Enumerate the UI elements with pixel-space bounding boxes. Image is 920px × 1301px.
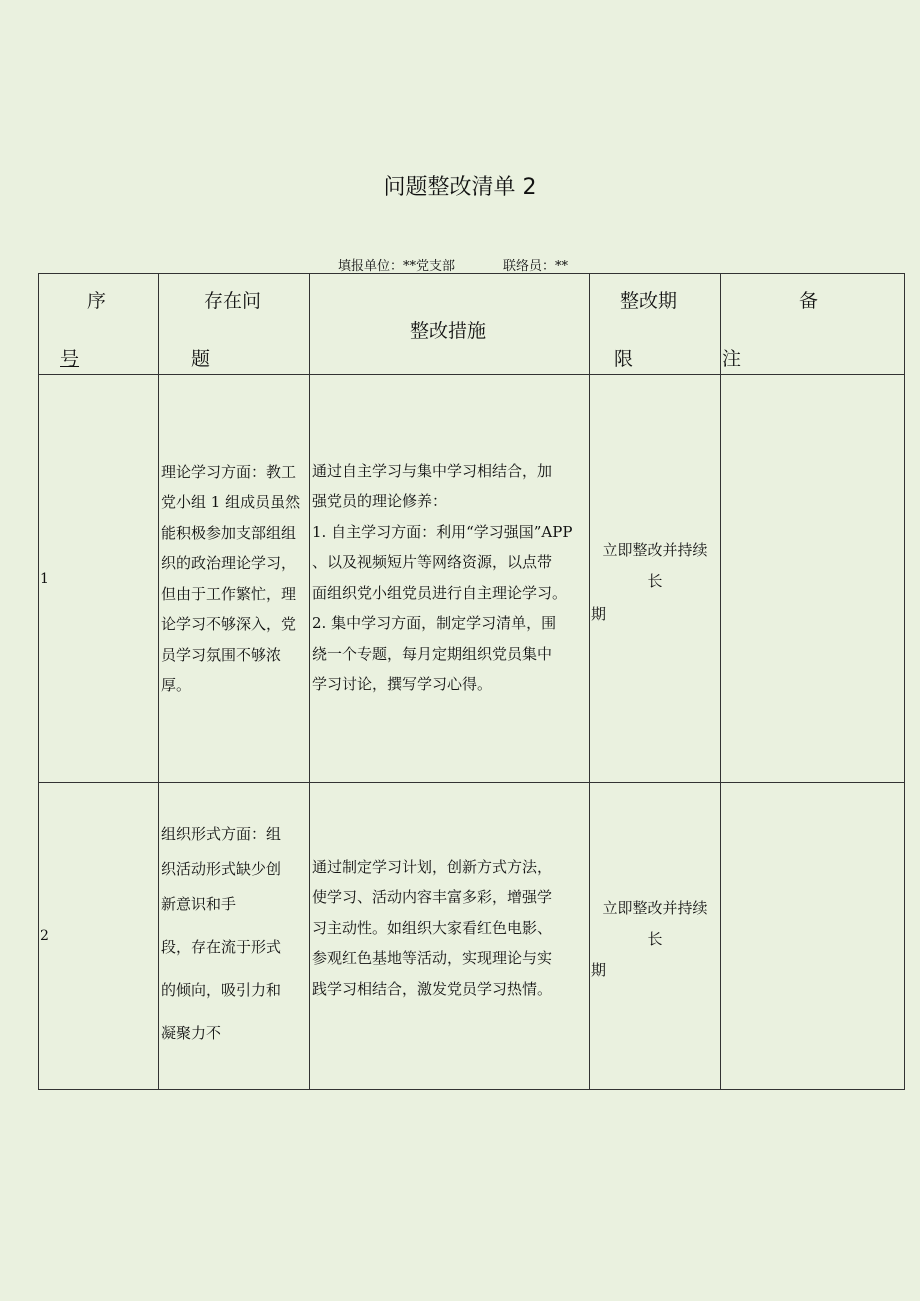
header-remark-line2: 注 (722, 348, 742, 370)
issue-line: 新意识和手 (161, 895, 237, 913)
row-issue (159, 783, 310, 1090)
table-row (39, 783, 905, 1090)
period-line: 立即整改并持续 (602, 541, 708, 559)
measure-line: 习主动性。如组织大家看红色电影、 (312, 918, 553, 937)
row-period (590, 375, 721, 783)
reporting-unit: 填报单位：**党支部 (338, 259, 456, 274)
header-measure-label: 整改措施 (410, 320, 487, 342)
row-measure (310, 783, 590, 1090)
contact-person: 联络员：** (503, 259, 569, 274)
row-measure (310, 375, 590, 783)
header-period-line1: 整改期 (620, 290, 678, 312)
issue-line: 织活动形式缺少创 (161, 860, 282, 878)
measure-line: 1. 自主学习方面：利用“学习强国”APP (312, 522, 573, 541)
measure-line: 学习讨论，撰写学习心得。 (312, 675, 493, 693)
issue-line: 的倾向，吸引力和 (161, 981, 282, 999)
header-measure (310, 274, 590, 375)
row-remark (721, 783, 905, 1090)
header-period-line2: 限 (614, 348, 634, 370)
header-seq-line2: 号 (60, 348, 80, 370)
issue-line: 组织形式方面：组 (161, 825, 282, 843)
measure-line: 践学习相结合，激发党员学习热情。 (312, 979, 553, 998)
row-seq: 2 (39, 783, 159, 1090)
header-issue-line1: 存在问 (204, 290, 262, 312)
measure-line: 参观红色基地等活动，实现理论与实 (312, 949, 553, 968)
measure-line: 使学习、活动内容丰富多彩，增强学 (312, 888, 553, 907)
period-line: 长 (647, 571, 663, 590)
measure-line: 面组织党小组党员进行自主理论学习。 (312, 583, 568, 602)
header-seq-line1: 序 (87, 290, 107, 312)
measure-line: 、以及视频短片等网络资源，以点带 (312, 553, 553, 571)
rectification-table (38, 273, 905, 1090)
header-seq (39, 274, 159, 375)
header-period (590, 274, 721, 375)
row-remark (721, 375, 905, 783)
header-remark (721, 274, 905, 375)
row-issue: 理论学习方面：教工党小组 1 组成员虽然能积极参加支部组组织的政治理论学习，但由于工作繁忙，理论学习不够深入，党员学习氛围不够浓厚。 (159, 375, 310, 783)
measure-line: 强党员的理论修养： (312, 492, 448, 510)
form-meta (338, 255, 568, 274)
period-line: 立即整改并持续 (602, 899, 708, 917)
measure-line: 通过制定学习计划，创新方式方法， (312, 857, 553, 876)
issue-line: 凝聚力不 (161, 1024, 222, 1042)
measure-line: 2. 集中学习方面，制定学习清单，围 (312, 614, 557, 632)
header-remark-line1: 备 (799, 290, 819, 312)
header-issue-line2: 题 (191, 348, 211, 370)
table-header-row (39, 274, 905, 375)
row-seq: 1 (39, 375, 159, 783)
period-tail: 期 (591, 605, 607, 623)
header-issue (159, 274, 310, 375)
period-tail: 期 (591, 961, 607, 979)
issue-line: 段，存在流于形式 (161, 938, 282, 956)
period-line: 长 (647, 929, 663, 948)
measure-line: 绕一个专题，每月定期组织党员集中 (312, 644, 553, 663)
table-row (39, 375, 905, 783)
measure-line: 通过自主学习与集中学习相结合，加 (312, 461, 553, 480)
row-period (590, 783, 721, 1090)
page-title: 问题整改清单 2 (383, 175, 537, 200)
